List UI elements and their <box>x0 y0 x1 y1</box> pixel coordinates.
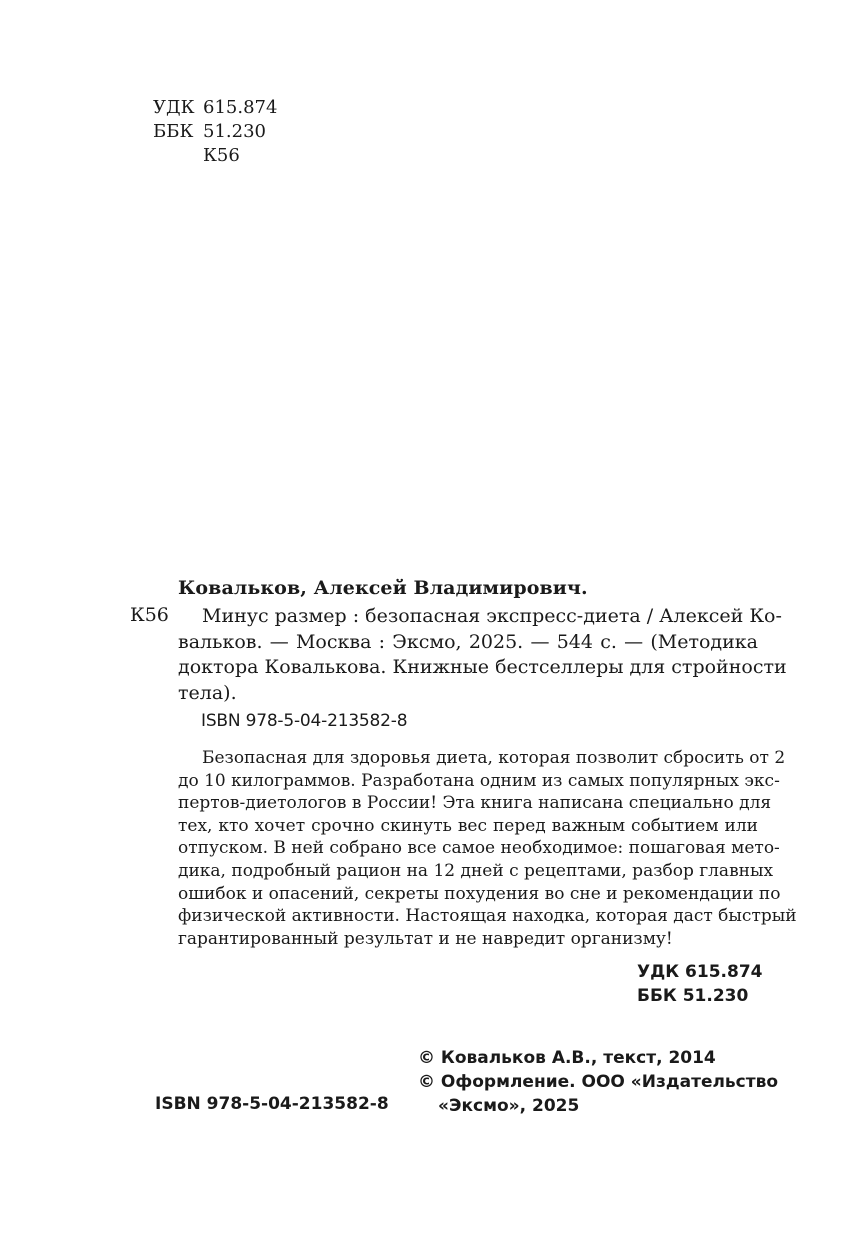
isbn-entry: ISBN 978-5-04-213582-8 <box>201 711 408 731</box>
copyright-line: © Ковальков А.В., текст, 2014 <box>418 1048 716 1068</box>
copyright-block <box>418 1046 778 1118</box>
author-mark-code: К56 <box>130 604 169 626</box>
author-name: Ковальков, Алексей Владимирович. <box>178 577 588 599</box>
author-mark-value: К56 <box>203 145 240 166</box>
annotation-line: ошибок и опасений, секреты похудения во сне и рекомендации по <box>178 883 781 904</box>
isbn-bottom: ISBN 978-5-04-213582-8 <box>155 1094 389 1114</box>
description-line: Минус размер : безопасная экспресс-диета / Алексей Ко- <box>202 605 782 627</box>
copyright-line: «Эксмо», 2025 <box>438 1096 580 1116</box>
annotation-line: отпуском. В ней собрано все самое необходимое: пошаговая мето- <box>178 838 780 859</box>
annotation-line: физической активности. Настоящая находка, которая даст быстрый <box>178 906 797 927</box>
udk-row <box>153 96 277 120</box>
annotation <box>178 747 797 950</box>
copyright-line: © Оформление. ООО «Издательство <box>418 1072 779 1092</box>
description-line: вальков. — Москва : Эксмо, 2025. — 544 с. — (Методика <box>178 630 758 653</box>
udk-value: 615.874 <box>203 97 278 118</box>
annotation-line: гарантированный результат и не навредит организму! <box>178 928 673 949</box>
annotation-line: Безопасная для здоровья диета, которая позволит сбросить от 2 <box>202 748 786 768</box>
bbk-row <box>153 120 266 144</box>
bbk-label: ББК <box>153 121 194 142</box>
bottom-classification <box>637 960 763 1008</box>
annotation-line: до 10 килограммов. Разработана одним из самых популярных экс- <box>178 770 780 791</box>
annotation-line: дика, подробный рацион на 12 дней с рецептами, разбор главных <box>178 860 774 881</box>
bbk-code: ББК 51.230 <box>637 986 749 1006</box>
description-line: доктора Ковалькова. Книжные бестселлеры для стройности <box>178 656 787 678</box>
udk-code: УДК 615.874 <box>637 962 763 982</box>
annotation-line: пертов-диетологов в России! Эта книга написана специально для <box>178 793 772 814</box>
udk-label: УДК <box>153 97 195 118</box>
bbk-value: 51.230 <box>203 121 266 142</box>
annotation-line: тех, кто хочет срочно скинуть вес перед важным событием или <box>178 815 758 836</box>
bibliographic-description <box>178 604 787 706</box>
author-mark-row <box>153 144 240 168</box>
description-line: тела). <box>178 681 237 704</box>
